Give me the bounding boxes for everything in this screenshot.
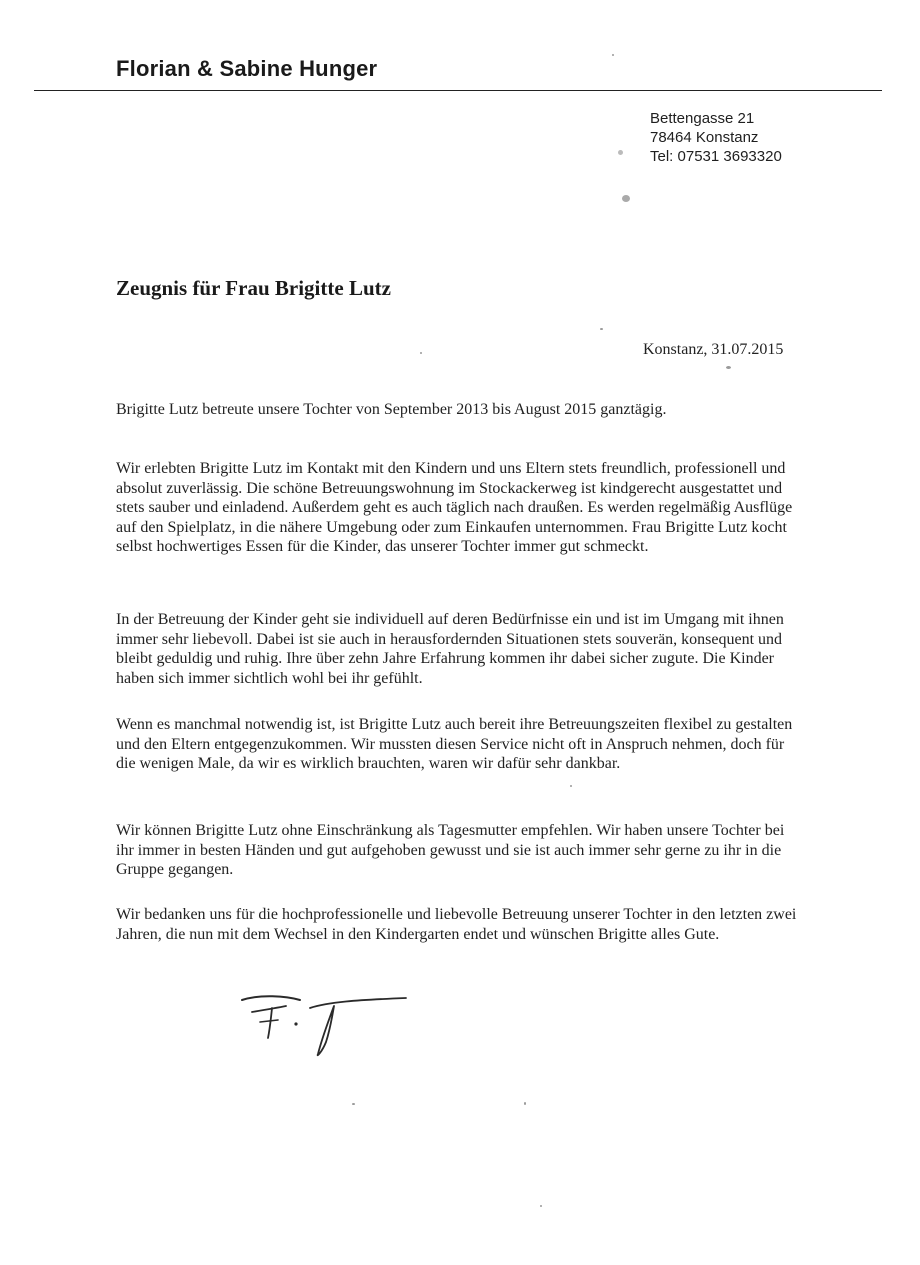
scan-speck xyxy=(600,328,603,330)
paragraph-impression: Wir erlebten Brigitte Lutz im Kontakt mit den Kindern und uns Eltern stets freundlich, professionell und absolut zuverlässig. Die schöne Betreuungswohnung im Stockackerweg ist kindgerecht ausgestattet und stets sauber und einladend. Außerdem geht es auch täglich nach draußen. Es werden regelmäßig Ausflüge auf den Spielplatz, in die nähere Umgebung oder zum Einkaufen unternommen. Frau Brigitte Lutz kocht selbst hochwertiges Essen für die Kinder, das unserer Tochter immer gut schmeckt. xyxy=(116,460,793,556)
scan-speck xyxy=(726,366,731,369)
address-street: Bettengasse 21 xyxy=(650,110,755,127)
letter-date: Konstanz, 31.07.2015 xyxy=(643,341,784,358)
letterhead-rule xyxy=(34,90,882,91)
paragraph-flexibility: Wenn es manchmal notwendig ist, ist Brigitte Lutz auch bereit ihre Betreuungszeiten flexibel zu gestalten und den Eltern entgegenzukommen. Wir mussten diesen Service nicht oft in Anspruch nehmen, doch für die wenigen Male, da wir es wirklich brauchten, waren wir dafür sehr dankbar. xyxy=(116,716,793,773)
scan-speck xyxy=(612,54,614,56)
letter-title: Zeugnis für Frau Brigitte Lutz xyxy=(116,276,391,300)
paragraph-thanks: Wir bedanken uns für die hochprofessionelle und liebevolle Betreuung unserer Tochter in den letzten zwei Jahren, die nun mit dem Wechsel in den Kindergarten endet und wünschen Brigitte alles Gute. xyxy=(116,906,797,943)
scan-speck xyxy=(622,195,630,202)
scan-speck xyxy=(352,1103,355,1105)
letterhead-name: Florian & Sabine Hunger xyxy=(116,56,378,81)
scan-speck xyxy=(540,1205,542,1207)
paragraph-care: In der Betreuung der Kinder geht sie individuell auf deren Bedürfnisse ein und ist im Umgang mit ihnen immer sehr liebevoll. Dabei ist sie auch in herausfordernden Situationen stets souverän, konsequent und bleibt geduldig und ruhig. Ihre über zehn Jahre Erfahrung kommen ihr dabei sicher zugute. Die Kinder haben sich immer sichtlich wohl bei ihr gefühlt. xyxy=(116,611,784,687)
address-city: 78464 Konstanz xyxy=(650,129,759,146)
address-phone: Tel: 07531 3693320 xyxy=(650,148,782,165)
paragraph-recommendation: Wir können Brigitte Lutz ohne Einschränkung als Tagesmutter empfehlen. Wir haben unsere Tochter bei ihr immer in besten Händen und gut aufgehoben gewusst und sie ist auch immer sehr gerne zu ihr in die Gruppe gegangen. xyxy=(116,822,785,879)
scan-speck xyxy=(420,352,422,354)
paragraph-intro: Brigitte Lutz betreute unsere Tochter von September 2013 bis August 2015 ganztägig. xyxy=(116,401,667,418)
signature xyxy=(238,986,418,1062)
scan-speck xyxy=(524,1102,526,1105)
scan-speck xyxy=(618,150,623,155)
scan-speck xyxy=(570,785,572,787)
sender-address xyxy=(650,109,782,166)
